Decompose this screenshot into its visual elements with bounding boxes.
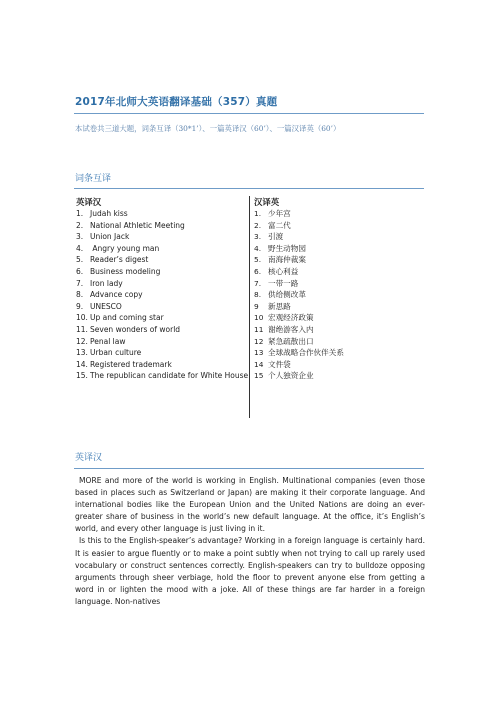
zh-en-column (250, 196, 424, 418)
list-item: 11 谢绝游客入内 (254, 324, 314, 334)
list-item: 15 个人独资企业 (254, 371, 314, 381)
list-item: 8. Advance copy (76, 290, 143, 300)
list-item: 8. 供给侧改革 (254, 290, 306, 300)
section-heading-terms: 词条互译 (75, 174, 112, 184)
list-item: 3. Union Jack (76, 232, 130, 242)
list-item: 7. Iron lady (76, 278, 123, 288)
page-title: 2017年北师大英语翻译基础（357）真题 (75, 96, 278, 108)
en-zh-term-list (76, 208, 249, 382)
list-item: 11. Seven wonders of world (76, 324, 181, 334)
list-item: 14. Registered trademark (76, 359, 172, 369)
list-item: 13. Urban culture (76, 348, 142, 358)
passage-paragraph-1: MORE and more of the world is working in English. Multinational companies (even those based in places such as Switzerland or Japan) are making it their corporate language. And international bodies like the European Union and the United Nations are doing an ever-greater share of business in the world’s new default language. At the office, it’s English’s world, and every other language is just living in it. (75, 476, 425, 534)
list-item: 9 新思路 (254, 301, 291, 311)
list-item: 12 紧急疏散出口 (254, 336, 314, 346)
terms-table (74, 196, 424, 418)
list-item: 12. Penal law (76, 336, 126, 346)
section-divider-terms (74, 188, 424, 189)
list-item: 6. 核心利益 (254, 266, 299, 276)
list-item: 14 文件袋 (254, 359, 291, 369)
list-item: 5. 南海仲裁案 (254, 255, 306, 265)
list-item: 10. Up and coming star (76, 313, 164, 323)
title-divider (74, 113, 424, 114)
list-item: 2. National Athletic Meeting (76, 220, 185, 230)
zh-en-term-list (254, 208, 424, 382)
list-item: 10 宏观经济政策 (254, 313, 314, 323)
en-zh-column-header: 英译汉 (76, 197, 102, 207)
list-item: 5. Reader’s digest (76, 255, 149, 265)
list-item: 9. UNESCO (76, 301, 122, 311)
section-heading-en-zh: 英译汉 (75, 453, 103, 463)
list-item: 1. 少年宫 (254, 209, 291, 218)
passage-paragraph-2: Is this to the English-speaker’s advantage? Working in a foreign language is certainly hard. It is easier to argue fluently or to make a point subtly when not trying to call up rarely used vocabulary or construct sentences correctly. English-speakers can try to bulldoze opposing arguments through sheer verbiage, hold the floor to prevent anyone else from getting a word in or lighten the mood with a joke. All of these things are far harder in a foreign language. Non-natives (75, 536, 425, 606)
list-item: 3. 引渡 (254, 232, 284, 242)
list-item: 7. 一带一路 (254, 278, 299, 288)
en-zh-column (74, 196, 250, 418)
exam-description: 本试卷共三道大题，词条互译（30*1’）、一篇英译汉（60’）、一篇汉译英（60’） (75, 124, 341, 133)
list-item: 1. Judah kiss (76, 209, 128, 218)
list-item: 15. The republican candidate for White House (76, 371, 249, 381)
translation-passage (75, 475, 425, 608)
section-divider-en-zh (74, 468, 424, 469)
list-item: 6. Business modeling (76, 266, 161, 276)
list-item: 2. 富二代 (254, 220, 291, 230)
list-item: 4. 野生动物园 (254, 243, 306, 253)
zh-en-column-header: 汉译英 (254, 197, 280, 207)
list-item: 13 全球战略合作伙伴关系 (254, 348, 344, 358)
list-item: 4. Angry young man (76, 243, 160, 253)
